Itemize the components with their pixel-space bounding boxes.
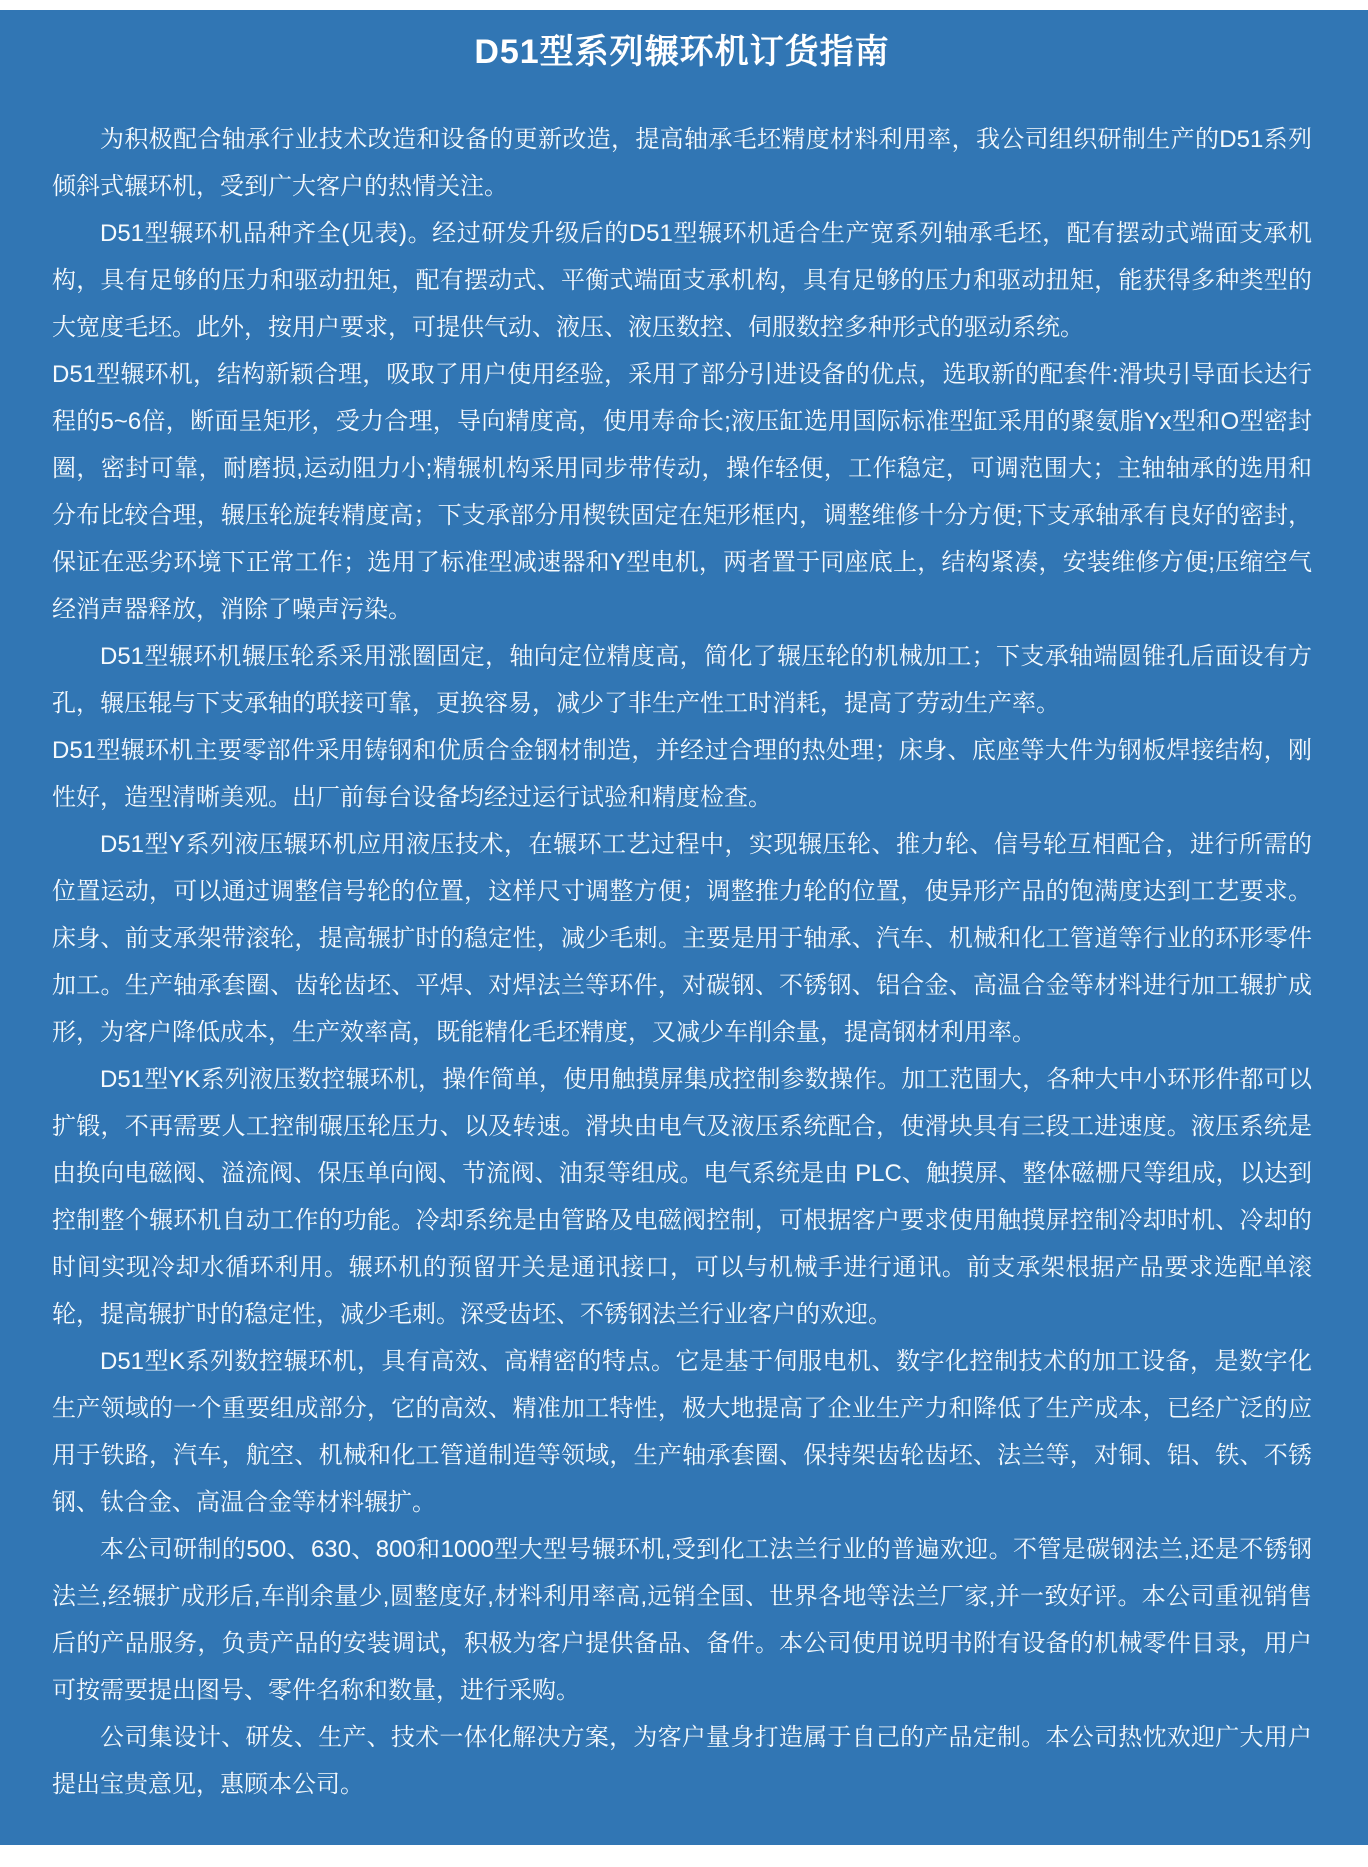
paragraph-yk-series: D51型YK系列液压数控辗环机，操作简单，使用触摸屏集成控制参数操作。加工范围大，各种大中小环形件都可以扩锻，不再需要人工控制碾压轮压力、以及转速。滑块由电气及液压系统配合，使滑块具有三段工进速度。液压系统是由换向电磁阀、溢流阀、保压单向阀、节流阀、油泵等组成。电气系统是由 PLC、触摸屏、整体磁栅尺等组成，以达到控制整个辗环机自动工作的功能。冷却系统是由管路及电磁阀控制，可根据客户要求使用触摸屏控制冷却时机、冷却的时间实现冷却水循环利用。辗环机的预留开关是通讯接口，可以与机械手进行通讯。前支承架根据产品要求选配单滚轮，提高辗扩时的稳定性，减少毛刺。深受齿坯、不锈钢法兰行业客户的欢迎。 (52, 1066, 1312, 1328)
paragraph-closing: 公司集设计、研发、生产、技术一体化解决方案，为客户量身打造属于自己的产品定制。本公司热忱欢迎广大用户提出宝贵意见，惠顾本公司。 (52, 1724, 1312, 1798)
paragraph-materials-quality: D51型辗环机主要零部件采用铸钢和优质合金钢材制造，并经过合理的热处理；床身、底座等大件为钢板焊接结构，刚性好，造型清晰美观。出厂前每台设备均经过运行试验和精度检查。 (52, 737, 1312, 811)
paragraph-k-series: D51型K系列数控辗环机，具有高效、高精密的特点。它是基于伺服电机、数字化控制技术的加工设备，是数字化生产领域的一个重要组成部分，它的高效、精准加工特性，极大地提高了企业生产力和降低了生产成本，已经广泛的应用于铁路，汽车，航空、机械和化工管道制造等领域，生产轴承套圈、保持架齿轮齿坯、法兰等，对铜、铝、铁、不锈钢、钛合金、高温合金等材料辗扩。 (52, 1348, 1312, 1516)
paragraph-large-models-service: 本公司研制的500、630、800和1000型大型号辗环机,受到化工法兰行业的普遍欢迎。不管是碳钢法兰,还是不锈钢法兰,经辗扩成形后,车削余量少,圆整度好,材料利用率高,远销全国、世界各地等法兰厂家,并一致好评。本公司重视销售后的产品服务，负责产品的安装调试，积极为客户提供备品、备件。本公司使用说明书附有设备的机械零件目录，用户可按需要提出图号、零件名称和数量，进行采购。 (52, 1536, 1312, 1704)
paragraph-y-series: D51型Y系列液压辗环机应用液压技术，在辗环工艺过程中，实现辗压轮、推力轮、信号轮互相配合，进行所需的位置运动，可以通过调整信号轮的位置，这样尺寸调整方便；调整推力轮的位置，使异形产品的饱满度达到工艺要求。床身、前支承架带滚轮，提高辗扩时的稳定性，减少毛刺。主要是用于轴承、汽车、机械和化工管道等行业的环形零件加工。生产轴承套圈、齿轮齿坯、平焊、对焊法兰等环件，对碳钢、不锈钢、铝合金、高温合金等材料进行加工辗扩成形，为客户降低成本，生产效率高，既能精化毛坯精度，又减少车削余量，提高钢材利用率。 (52, 831, 1312, 1046)
paragraph-product-range: D51型辗环机品种齐全(见表)。经过研发升级后的D51型辗环机适合生产宽系列轴承毛坯，配有摆动式端面支承机构，具有足够的压力和驱动扭矩，配有摆动式、平衡式端面支承机构，具有足够的压力和驱动扭矩，能获得多种类型的大宽度毛坯。此外，按用户要求，可提供气动、液压、液压数控、伺服数控多种形式的驱动系统。 (52, 220, 1312, 341)
page-title: D51型系列辗环机订货指南 (474, 33, 890, 71)
paragraph-structure-features: D51型辗环机，结构新颖合理，吸取了用户使用经验，采用了部分引进设备的优点，选取新的配套件:滑块引导面长达行程的5~6倍，断面呈矩形，受力合理，导向精度高，使用寿命长;液压缸选用国际标准型缸采用的聚氨脂Yx型和O型密封圈，密封可靠，耐磨损,运动阻力小;精辗机构采用同步带传动，操作轻便，工作稳定，可调范围大；主轴轴承的选用和分布比较合理，辗压轮旋转精度高；下支承部分用楔铁固定在矩形框内，调整维修十分方便;下支承轴承有良好的密封，保证在恶劣环境下正常工作；选用了标准型减速器和Y型电机，两者置于同座底上，结构紧凑，安装维修方便;压缩空气经消声器释放，消除了噪声污染。 (52, 361, 1312, 623)
paragraph-intro: 为积极配合轴承行业技术改造和设备的更新改造，提高轴承毛坯精度材料利用率，我公司组织研制生产的D51系列倾斜式辗环机，受到广大客户的热情关注。 (52, 126, 1312, 200)
paragraph-roller-system: D51型辗环机辗压轮系采用涨圈固定，轴向定位精度高，简化了辗压轮的机械加工；下支承轴端圆锥孔后面设有方孔，辗压辊与下支承轴的联接可靠，更换容易，减少了非生产性工时消耗，提高了劳动生产率。 (52, 643, 1312, 717)
document-blue-panel (0, 10, 1368, 1845)
